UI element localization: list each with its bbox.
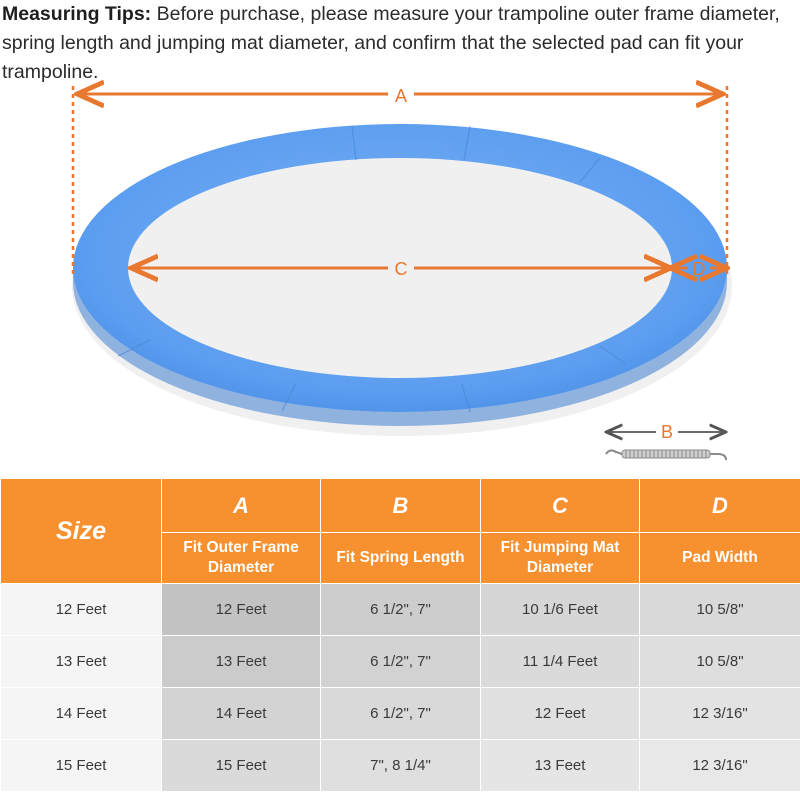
spring-icon <box>606 450 726 460</box>
cell-pad-width: 12 3/16" <box>640 740 800 792</box>
cell-outer-frame: 14 Feet <box>162 688 321 740</box>
cell-mat-diameter: 10 1/6 Feet <box>481 584 640 636</box>
trampoline-pad-figure <box>0 78 800 478</box>
cell-size: 14 Feet <box>1 688 162 740</box>
cell-mat-diameter: 12 Feet <box>481 688 640 740</box>
cell-pad-width: 12 3/16" <box>640 688 800 740</box>
table-row <box>1 636 800 688</box>
tips-lead: Measuring Tips: <box>2 3 151 25</box>
dimension-a-label: A <box>395 86 407 106</box>
cell-outer-frame: 12 Feet <box>162 584 321 636</box>
dimension-b-label: B <box>661 422 673 442</box>
dimension-c-label: C <box>395 259 408 279</box>
column-b-letter: B <box>321 479 481 533</box>
cell-outer-frame: 13 Feet <box>162 636 321 688</box>
column-d-letter: D <box>640 479 800 533</box>
cell-mat-diameter: 11 1/4 Feet <box>481 636 640 688</box>
cell-size: 12 Feet <box>1 584 162 636</box>
table-row <box>1 688 800 740</box>
cell-size: 13 Feet <box>1 636 162 688</box>
cell-spring-length: 6 1/2", 7" <box>321 636 481 688</box>
column-c-label: Fit Jumping Mat Diameter <box>481 533 640 584</box>
tips-body: Before purchase, please measure your trampoline outer frame diameter, spring length and jumping mat diameter, and confirm that the selected pad can fit your trampoline. <box>2 3 780 83</box>
size-table <box>0 478 800 792</box>
dimension-d-label: D <box>693 259 706 279</box>
column-d-label: Pad Width <box>640 533 800 584</box>
pad-diagram <box>0 78 800 478</box>
cell-spring-length: 6 1/2", 7" <box>321 688 481 740</box>
cell-mat-diameter: 13 Feet <box>481 740 640 792</box>
column-b-label: Fit Spring Length <box>321 533 481 584</box>
cell-pad-width: 10 5/8" <box>640 584 800 636</box>
measuring-tips <box>2 0 792 87</box>
cell-spring-length: 7", 8 1/4" <box>321 740 481 792</box>
table-row <box>1 740 800 792</box>
cell-outer-frame: 15 Feet <box>162 740 321 792</box>
column-a-letter: A <box>162 479 321 533</box>
cell-size: 15 Feet <box>1 740 162 792</box>
cell-pad-width: 10 5/8" <box>640 636 800 688</box>
cell-spring-length: 6 1/2", 7" <box>321 584 481 636</box>
column-c-letter: C <box>481 479 640 533</box>
column-a-label: Fit Outer Frame Diameter <box>162 533 321 584</box>
size-header: Size <box>1 479 162 584</box>
table-row <box>1 584 800 636</box>
